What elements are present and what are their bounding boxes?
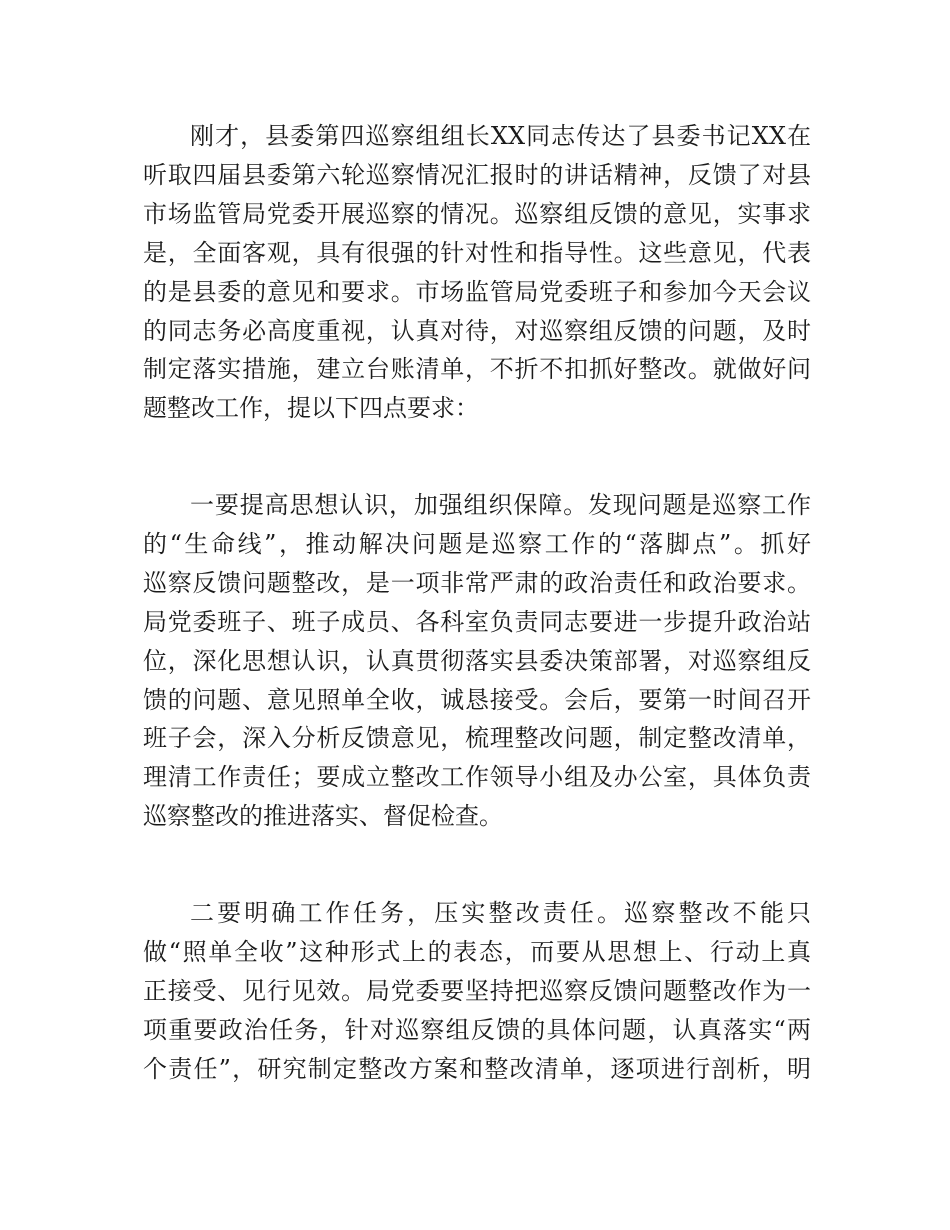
paragraph-line: 个责任”，研究制定整改方案和整改清单，逐项进行剖析，明	[143, 1054, 811, 1083]
paragraph-point-two	[143, 894, 811, 1089]
paragraph-line: 的“生命线”，推动解决问题是巡察工作的“落脚点”。抓好	[143, 529, 811, 558]
paragraph-line: 局党委班子、班子成员、各科室负责同志要进一步提升政治站	[143, 607, 811, 636]
paragraph-point-one	[143, 486, 811, 836]
paragraph-line: 的是县委的意见和要求。市场监管局党委班子和参加今天会议	[143, 277, 811, 306]
paragraph-line: 市场监管局党委开展巡察的情况。巡察组反馈的意见，实事求	[143, 199, 811, 228]
paragraph-line: 是，全面客观，具有很强的针对性和指导性。这些意见，代表	[143, 238, 811, 267]
paragraph-line: 听取四届县委第六轮巡察情况汇报时的讲话精神，反馈了对县	[143, 160, 811, 189]
paragraph-line: 巡察反馈问题整改，是一项非常严肃的政治责任和政治要求。	[143, 568, 811, 597]
paragraph-line: 做“照单全收”这种形式上的表态，而要从思想上、行动上真	[143, 937, 811, 966]
paragraph-line: 题整改工作，提以下四点要求：	[143, 394, 479, 423]
paragraph-line: 正接受、见行见效。局党委要坚持把巡察反馈问题整改作为一	[143, 976, 811, 1005]
paragraph-line: 项重要政治任务，针对巡察组反馈的具体问题，认真落实“两	[143, 1015, 811, 1044]
paragraph-line: 理清工作责任；要成立整改工作领导小组及办公室，具体负责	[143, 763, 811, 792]
paragraph-line: 位，深化思想认识，认真贯彻落实县委决策部署，对巡察组反	[143, 646, 811, 675]
paragraph-line: 一要提高思想认识，加强组织保障。发现问题是巡察工作	[190, 491, 811, 519]
paragraph-line: 的同志务必高度重视，认真对待，对巡察组反馈的问题，及时	[143, 316, 811, 345]
paragraph-opening	[143, 117, 811, 428]
paragraph-line: 制定落实措施，建立台账清单，不折不扣抓好整改。就做好问	[143, 355, 811, 384]
paragraph-line: 馈的问题、意见照单全收，诚恳接受。会后，要第一时间召开	[143, 685, 811, 714]
paragraph-line: 班子会，深入分析反馈意见，梳理整改问题，制定整改清单，	[143, 724, 811, 753]
paragraph-line: 刚才，县委第四巡察组组长XX同志传达了县委书记XX在	[190, 122, 811, 150]
paragraph-line: 二要明确工作任务，压实整改责任。巡察整改不能只	[190, 899, 811, 927]
paragraph-line: 巡察整改的推进落实、督促检查。	[143, 802, 503, 831]
